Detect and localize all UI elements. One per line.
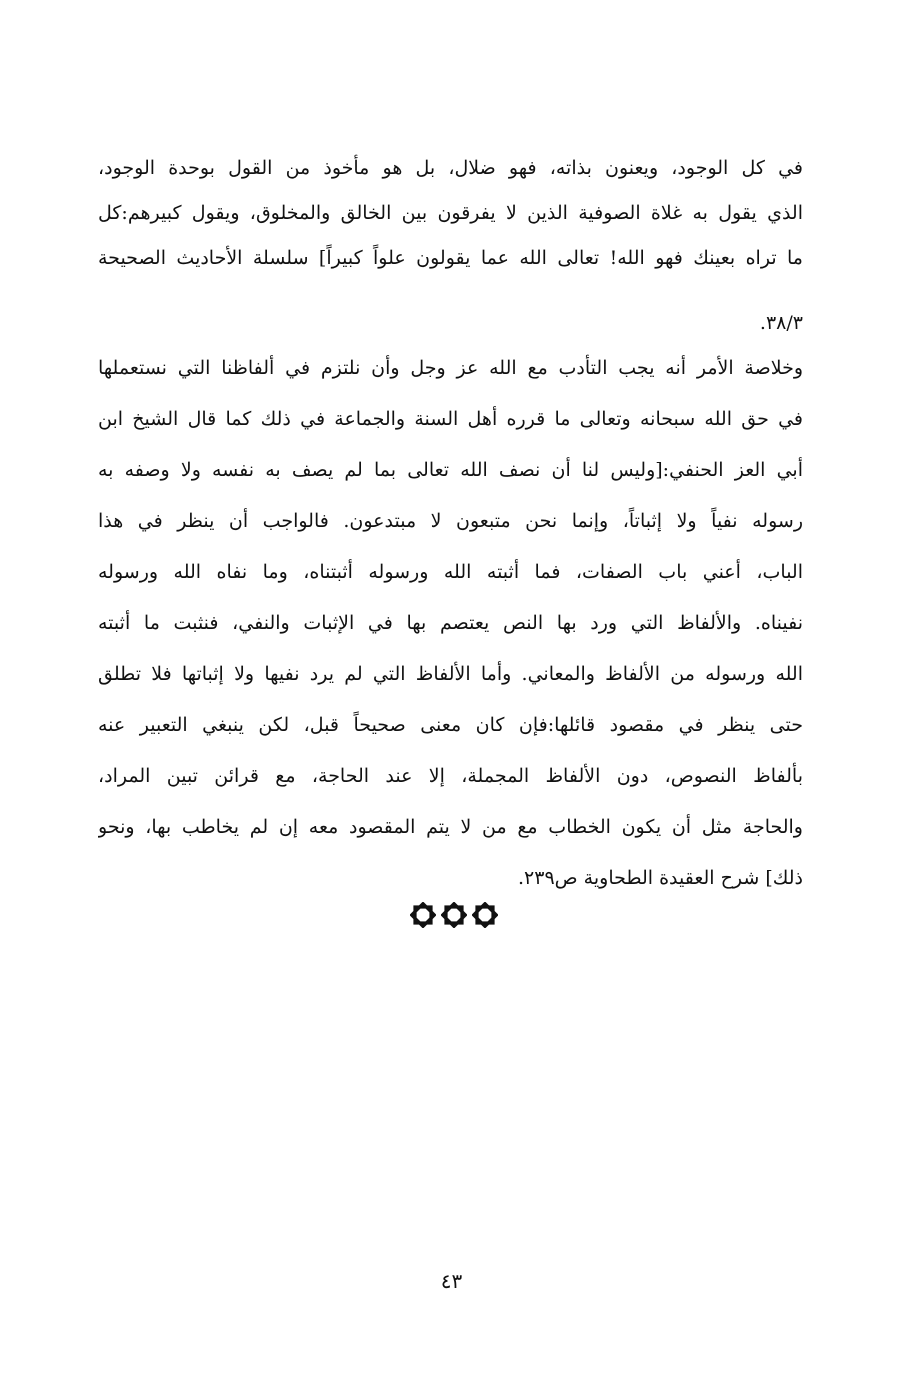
section-end-ornament <box>410 898 498 932</box>
text-line: ما تراه بعينك فهو الله! تعالى الله عما يقولون علواً كبيراً] سلسلة الأحاديث الصحيحة <box>98 247 803 269</box>
text-line: نفيناه. والألفاظ التي ورد بها النص يعتصم بها في الإثبات والنفي، فنثبت ما أثبته <box>98 612 803 634</box>
page-number: ٤٣ <box>440 1269 463 1293</box>
star-octagon-ornament-icon <box>472 902 498 928</box>
text-line: بألفاظ النصوص، دون الألفاظ المجملة، إلا عند الحاجة، مع قرائن تبين المراد، <box>98 765 803 787</box>
text-line: ٣٨/٣. <box>759 312 803 334</box>
text-line: أبي العز الحنفي:[وليس لنا أن نصف الله تعالى بما لم يصف به نفسه ولا وصفه به <box>98 459 803 481</box>
star-octagon-ornament-icon <box>441 902 467 928</box>
star-octagon-ornament-icon <box>410 902 436 928</box>
text-line: والحاجة مثل أن يكون الخطاب مع من لا يتم المقصود معه إن لم يخاطب بها، ونحو <box>98 816 803 838</box>
text-line: الباب، أعني باب الصفات، فما أثبته الله ورسوله أثبتناه، وما نفاه الله ورسوله <box>98 561 803 583</box>
text-line: وخلاصة الأمر أنه يجب التأدب مع الله عز وجل وأن نلتزم في ألفاظنا التي نستعملها <box>98 357 803 379</box>
text-line: في كل الوجود، ويعنون بذاته، فهو ضلال، بل هو مأخوذ من القول بوحدة الوجود، <box>98 157 803 179</box>
text-line: الذي يقول به غلاة الصوفية الذين لا يفرقون بين الخالق والمخلوق، ويقول كبيرهم:كل <box>98 202 803 224</box>
text-line: ذلك] شرح العقيدة الطحاوية ص٢٣٩. <box>517 867 803 889</box>
text-line: حتى ينظر في مقصود قائلها:فإن كان معنى صحيحاً قبل، لكن ينبغي التعبير عنه <box>98 714 803 736</box>
text-line: في حق الله سبحانه وتعالى ما قرره أهل السنة والجماعة في ذلك كما قال الشيخ ابن <box>98 408 803 430</box>
text-line: رسوله نفياً ولا إثباتاً، وإنما نحن متبعون لا مبتدعون. فالواجب أن ينظر في هذا <box>98 510 803 532</box>
text-line: الله ورسوله من الألفاظ والمعاني. وأما الألفاظ التي لم يرد نفيها ولا إثباتها فلا تطلق <box>98 663 803 685</box>
